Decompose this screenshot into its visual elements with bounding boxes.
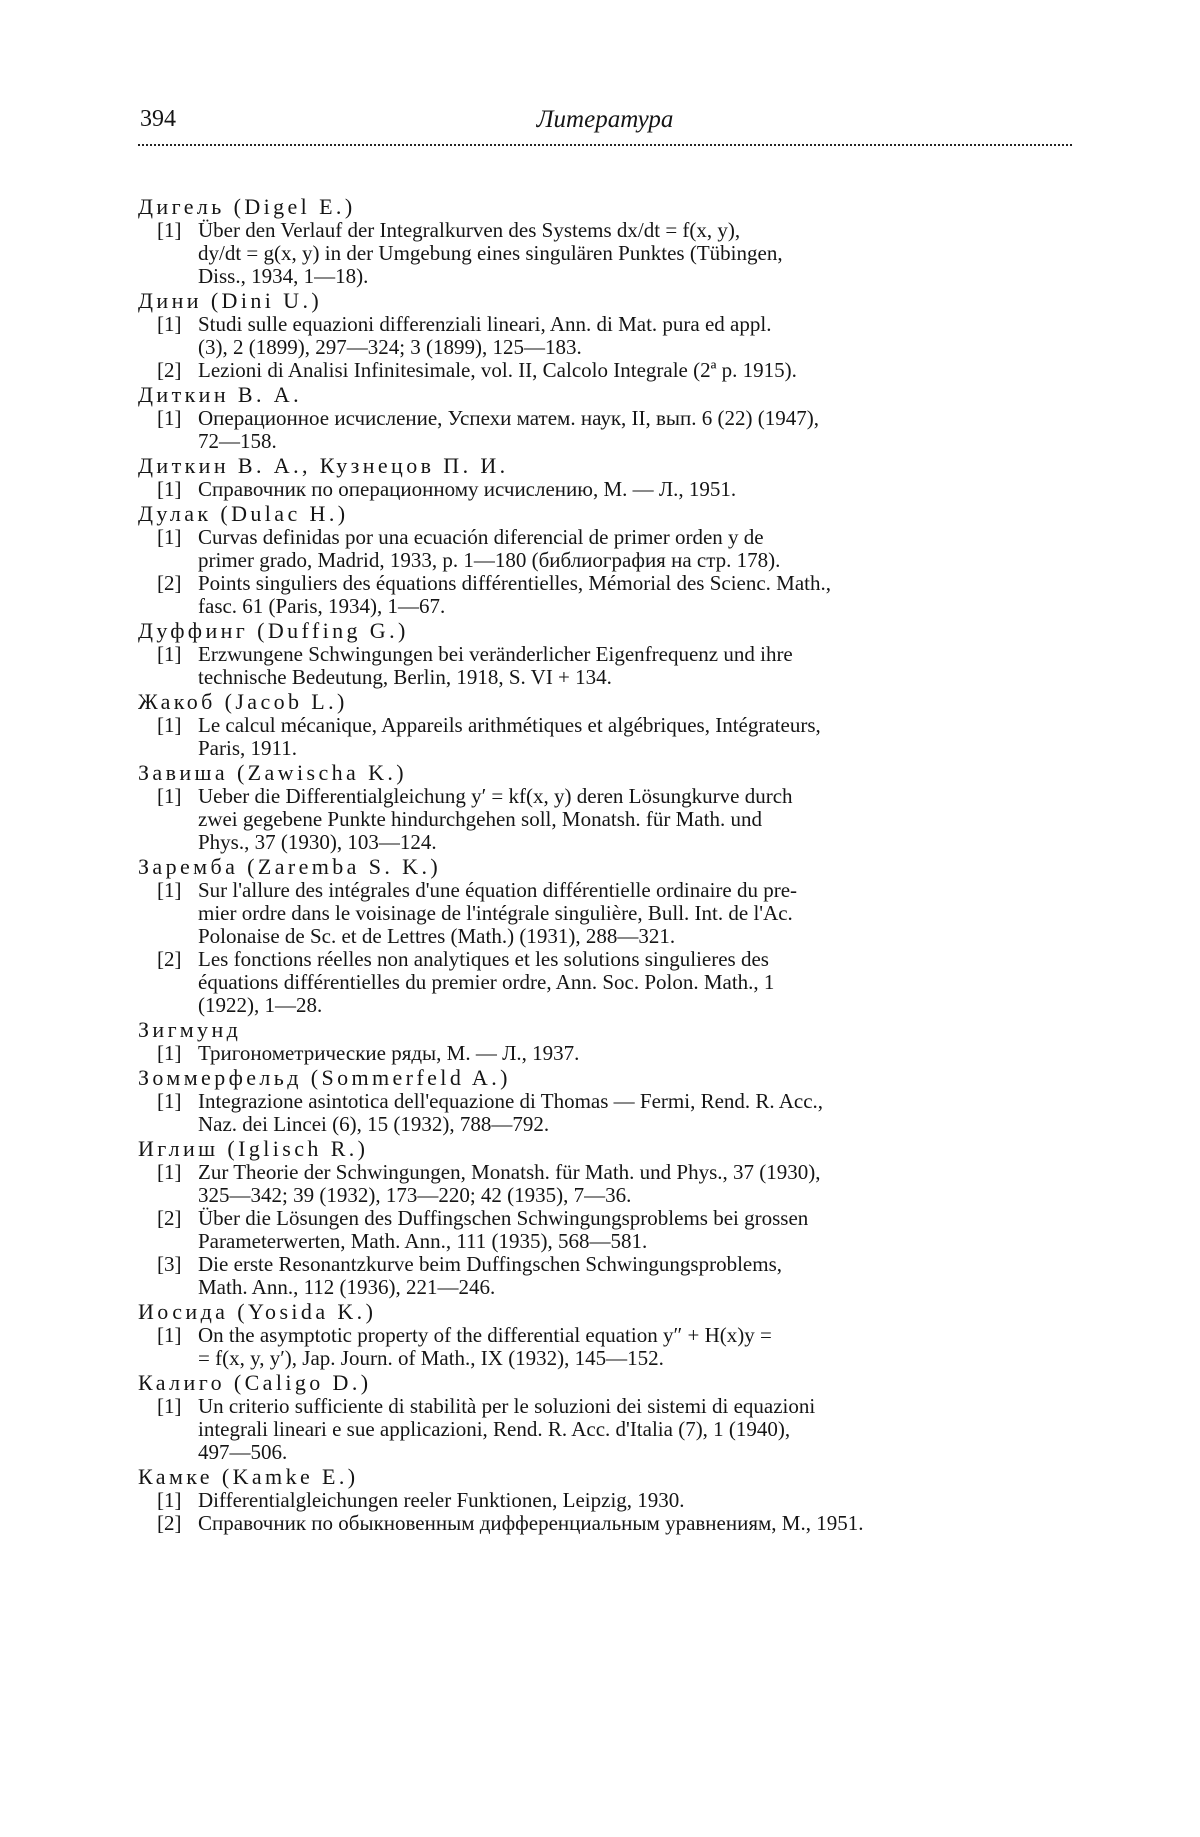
reference-line: Sur l'allure des intégrales d'une équation différentielle ordinaire du pre- — [198, 878, 798, 902]
reference-line: Parameterwerten, Math. Ann., 111 (1935), 568—581. — [198, 1229, 648, 1253]
reference-line: dy/dt = g(x, y) in der Umgebung eines singulären Punktes (Tübingen, — [198, 241, 783, 265]
reference-line: Lezioni di Analisi Infinitesimale, vol. II, Calcolo Integrale (2ª p. 1915). — [198, 358, 797, 382]
reference-line: 325—342; 39 (1932), 173—220; 42 (1935), 7—36. — [198, 1183, 632, 1207]
reference-item — [138, 219, 1072, 288]
author-name: Зигмунд — [138, 1017, 242, 1042]
author-name: Дини (Dini U.) — [138, 288, 323, 313]
reference-line: Ueber die Differentialgleichung y′ = kf(x, y) deren Lösungkurve durch — [198, 784, 793, 808]
reference-line: On the asymptotic property of the differential equation y″ + H(x)y = — [198, 1323, 772, 1347]
reference-item — [138, 785, 1072, 854]
reference-line: primer grado, Madrid, 1933, p. 1—180 (библиография на стр. 178). — [198, 548, 781, 572]
author-name: Заремба (Zaremba S. K.) — [138, 854, 442, 879]
reference-line: Операционное исчисление, Успехи матем. наук, II, вып. 6 (22) (1947), — [198, 406, 819, 430]
bibliography-entry — [138, 1136, 1072, 1299]
reference-text — [198, 714, 1072, 760]
author-name: Завиша (Zawischa K.) — [138, 760, 407, 785]
reference-text — [198, 359, 1072, 382]
reference-line: integrali lineari e sue applicazioni, Rend. R. Acc. d'Italia (7), 1 (1940), — [198, 1417, 791, 1441]
reference-line: Les fonctions réelles non analytiques et les solutions singulieres des — [198, 947, 769, 971]
reference-item — [138, 313, 1072, 359]
reference-text — [198, 1324, 1072, 1370]
reference-line: Points singuliers des équations différentielles, Mémorial des Scienc. Math., — [198, 571, 831, 595]
reference-line: Über den Verlauf der Integralkurven des Systems dx/dt = f(x, y), — [198, 218, 741, 242]
reference-number: [1] — [157, 1041, 182, 1065]
reference-line: Die erste Resonantzkurve beim Duffingschen Schwingungsproblems, — [198, 1252, 782, 1276]
bibliography-entry — [138, 1017, 1072, 1065]
author-name: Диткин В. А. — [138, 382, 302, 407]
reference-line: (3), 2 (1899), 297—324; 3 (1899), 125—183. — [198, 335, 582, 359]
reference-item — [138, 1395, 1072, 1464]
reference-item — [138, 359, 1072, 382]
bibliography-entry — [138, 382, 1072, 453]
reference-line: Diss., 1934, 1—18). — [198, 264, 369, 288]
reference-item — [138, 1042, 1072, 1065]
reference-line: Справочник по обыкновенным дифференциальным уравнениям, М., 1951. — [198, 1511, 864, 1535]
reference-item — [138, 572, 1072, 618]
reference-text — [198, 948, 1072, 1017]
reference-item — [138, 1489, 1072, 1512]
reference-number: [1] — [157, 878, 182, 902]
reference-item — [138, 526, 1072, 572]
page-header — [138, 100, 1072, 146]
reference-text — [198, 407, 1072, 453]
bibliography-entry — [138, 760, 1072, 854]
reference-item — [138, 1253, 1072, 1299]
author-name: Дигель (Digel E.) — [138, 194, 356, 219]
reference-text — [198, 219, 1072, 288]
reference-item — [138, 1324, 1072, 1370]
bibliography-entry — [138, 1065, 1072, 1136]
page-number: 394 — [140, 106, 176, 132]
reference-item — [138, 714, 1072, 760]
reference-text — [198, 572, 1072, 618]
bibliography-entry — [138, 1464, 1072, 1535]
reference-text — [198, 313, 1072, 359]
reference-number: [2] — [157, 947, 182, 971]
reference-number: [1] — [157, 1394, 182, 1418]
reference-line: zwei gegebene Punkte hindurchgehen soll, Monatsh. für Math. und — [198, 807, 762, 831]
header-rule — [138, 144, 1072, 146]
author-name: Диткин В. А., Кузнецов П. И. — [138, 453, 509, 478]
bibliography-list — [138, 194, 1072, 1535]
reference-line: Zur Theorie der Schwingungen, Monatsh. für Math. und Phys., 37 (1930), — [198, 1160, 821, 1184]
reference-line: (1922), 1—28. — [198, 993, 323, 1017]
bibliography-entry — [138, 501, 1072, 618]
reference-number: [1] — [157, 218, 182, 242]
reference-line: Studi sulle equazioni differenziali lineari, Ann. di Mat. pura ed appl. — [198, 312, 772, 336]
running-title: Литература — [536, 106, 674, 133]
reference-text — [198, 643, 1072, 689]
reference-number: [1] — [157, 525, 182, 549]
reference-text — [198, 1042, 1072, 1065]
reference-item — [138, 1090, 1072, 1136]
reference-line: technische Bedeutung, Berlin, 1918, S. VI + 134. — [198, 665, 612, 689]
reference-line: fasc. 61 (Paris, 1934), 1—67. — [198, 594, 446, 618]
reference-number: [1] — [157, 1160, 182, 1184]
reference-item — [138, 1512, 1072, 1535]
reference-line: Le calcul mécanique, Appareils arithmétiques et algébriques, Intégrateurs, — [198, 713, 821, 737]
reference-line: Erzwungene Schwingungen bei veränderlicher Eigenfrequenz und ihre — [198, 642, 793, 666]
reference-line: Paris, 1911. — [198, 736, 297, 760]
reference-line: Тригонометрические ряды, М. — Л., 1937. — [198, 1041, 580, 1065]
reference-number: [1] — [157, 1488, 182, 1512]
reference-line: Naz. dei Lincei (6), 15 (1932), 788—792. — [198, 1112, 550, 1136]
reference-line: Phys., 37 (1930), 103—124. — [198, 830, 437, 854]
reference-line: Integrazione asintotica dell'equazione di Thomas — Fermi, Rend. R. Acc., — [198, 1089, 824, 1113]
reference-text — [198, 1090, 1072, 1136]
reference-line: Справочник по операционному исчислению, М. — Л., 1951. — [198, 477, 737, 501]
reference-number: [1] — [157, 1089, 182, 1113]
reference-number: [2] — [157, 1511, 182, 1535]
reference-number: [2] — [157, 1206, 182, 1230]
reference-number: [1] — [157, 713, 182, 737]
bibliography-entry — [138, 288, 1072, 382]
bibliography-entry — [138, 854, 1072, 1017]
reference-text — [198, 785, 1072, 854]
reference-item — [138, 643, 1072, 689]
reference-line: Curvas definidas por una ecuación diferencial de primer orden y de — [198, 525, 764, 549]
reference-item — [138, 948, 1072, 1017]
reference-number: [2] — [157, 571, 182, 595]
reference-text — [198, 526, 1072, 572]
bibliography-entry — [138, 453, 1072, 501]
author-name: Иглиш (Iglisch R.) — [138, 1136, 369, 1161]
reference-text — [198, 1395, 1072, 1464]
reference-item — [138, 478, 1072, 501]
reference-item — [138, 407, 1072, 453]
author-name: Зоммерфельд (Sommerfeld A.) — [138, 1065, 511, 1090]
reference-text — [198, 1161, 1072, 1207]
reference-line: 72—158. — [198, 429, 277, 453]
reference-number: [1] — [157, 1323, 182, 1347]
reference-item — [138, 879, 1072, 948]
reference-text — [198, 1207, 1072, 1253]
reference-text — [198, 478, 1072, 501]
bibliography-entry — [138, 1299, 1072, 1370]
bibliography-entry — [138, 1370, 1072, 1464]
reference-line: = f(x, y, y′), Jap. Journ. of Math., IX (1932), 145—152. — [198, 1346, 664, 1370]
bibliography-entry — [138, 689, 1072, 760]
reference-item — [138, 1161, 1072, 1207]
reference-line: mier ordre dans le voisinage de l'intégrale singulière, Bull. Int. de l'Ac. — [198, 901, 793, 925]
reference-number: [2] — [157, 358, 182, 382]
reference-line: Über die Lösungen des Duffingschen Schwingungsproblems bei grossen — [198, 1206, 809, 1230]
author-name: Калиго (Caligo D.) — [138, 1370, 372, 1395]
reference-line: équations différentielles du premier ordre, Ann. Soc. Polon. Math., 1 — [198, 970, 775, 994]
reference-line: Un criterio sufficiente di stabilità per le soluzioni dei sistemi di equazioni — [198, 1394, 816, 1418]
reference-number: [1] — [157, 312, 182, 336]
bibliography-entry — [138, 618, 1072, 689]
reference-line: Differentialgleichungen reeler Funktionen, Leipzig, 1930. — [198, 1488, 685, 1512]
reference-text — [198, 1512, 1072, 1535]
reference-line: Polonaise de Sc. et de Lettres (Math.) (1931), 288—321. — [198, 924, 676, 948]
reference-number: [1] — [157, 406, 182, 430]
bibliography-entry — [138, 194, 1072, 288]
author-name: Иосида (Yosida K.) — [138, 1299, 377, 1324]
author-name: Дулак (Dulac H.) — [138, 501, 349, 526]
reference-text — [198, 1489, 1072, 1512]
reference-item — [138, 1207, 1072, 1253]
reference-number: [1] — [157, 784, 182, 808]
reference-line: Math. Ann., 112 (1936), 221—246. — [198, 1275, 496, 1299]
author-name: Дуффинг (Duffing G.) — [138, 618, 409, 643]
reference-number: [1] — [157, 642, 182, 666]
reference-number: [3] — [157, 1252, 182, 1276]
reference-text — [198, 1253, 1072, 1299]
author-name: Жакоб (Jacob L.) — [138, 689, 348, 714]
reference-line: 497—506. — [198, 1440, 288, 1464]
reference-text — [198, 879, 1072, 948]
author-name: Камке (Kamke E.) — [138, 1464, 359, 1489]
reference-number: [1] — [157, 477, 182, 501]
